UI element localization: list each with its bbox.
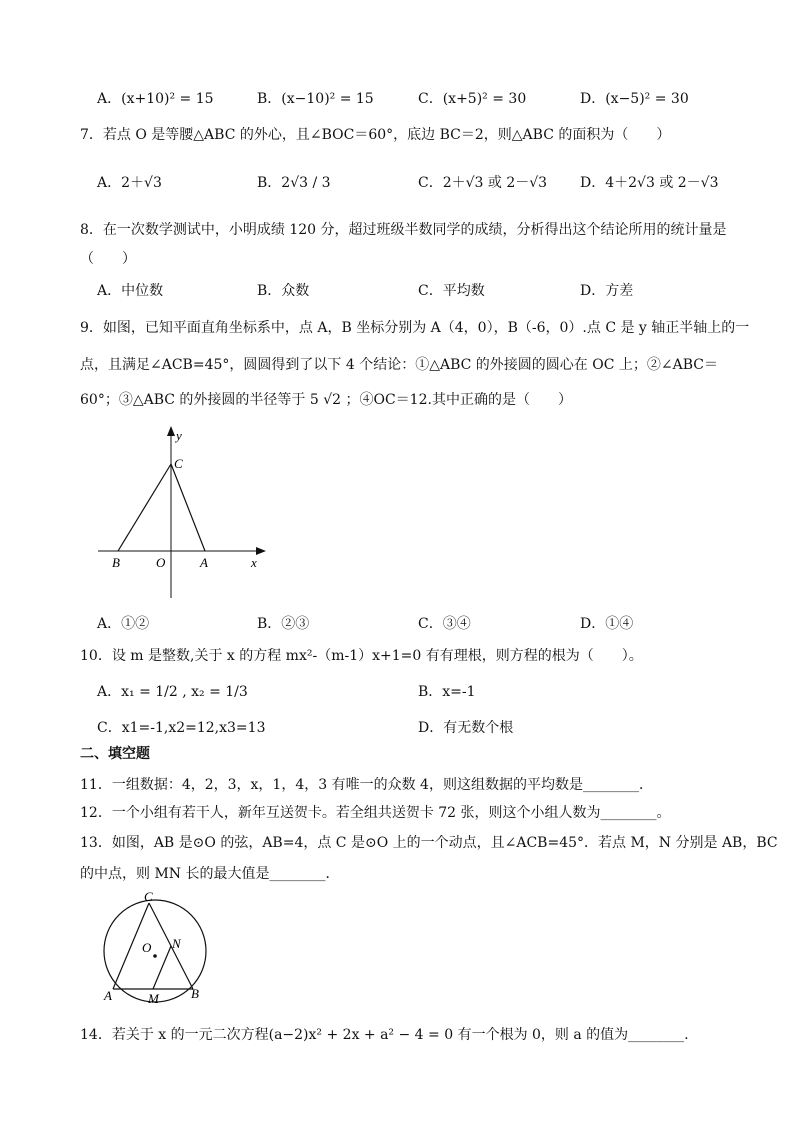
q6-option-d: D．(x−5)² = 30 — [580, 91, 689, 107]
q9-y-axis-arrow — [167, 426, 175, 436]
q13-stem-line1: 13．如图，AB 是⊙O 的弦，AB=4，点 C 是⊙O 上的一个动点，且∠ACB=45°．若点 M，N 分别是 AB，BC — [80, 835, 778, 851]
q10-option-c: C．x1=-1,x2=12,x3=13 — [97, 720, 266, 736]
q13-label-c: C — [144, 889, 153, 904]
q13-segment-mn — [153, 946, 171, 989]
q9-x-axis-arrow — [256, 547, 266, 555]
q13-label-a: A — [104, 988, 112, 1003]
q12-stem: 12．一个小组有若干人，新年互送贺卡。若全组共送贺卡 72 张，则这个小组人数为________。 — [80, 805, 671, 821]
q10-option-a: A．x₁ = 1/2 , x₂ = 1/3 — [97, 684, 248, 700]
q14-stem: 14．若关于 x 的一元二次方程(a−2)x² + 2x + a² − 4 = 0 有一个根为 0，则 a 的值为________. — [80, 1027, 689, 1043]
q9-label-y: y — [176, 428, 182, 443]
q7-option-c: C．2＋√3 或 2－√3 — [418, 175, 548, 191]
q10-option-b: B．x=-1 — [418, 684, 476, 700]
q9-stem-line2: 点，且满足∠ACB=45°，圆圆得到了以下 4 个结论：①△ABC 的外接圆的圆心在 OC 上；②∠ABC＝ — [80, 357, 718, 373]
q9-label-o: O — [156, 555, 166, 570]
q11-stem: 11．一组数据：4，2，3，x，1，4，3 有唯一的众数 4，则这组数据的平均数是________． — [80, 777, 653, 793]
q8-stem-line2: （ ） — [80, 251, 136, 267]
q9-option-c: C．③④ — [418, 616, 471, 632]
q6-option-c: C．(x+5)² = 30 — [418, 91, 527, 107]
q8-option-a: A．中位数 — [97, 283, 164, 299]
q7-option-d: D．4＋2√3 或 2－√3 — [580, 175, 719, 191]
q8-stem-line1: 8．在一次数学测试中，小明成绩 120 分，超过班级半数同学的成绩，分析得出这个结论所用的统计量是 — [80, 222, 727, 238]
q7-option-a: A．2＋√3 — [97, 175, 162, 191]
q9-stem-line1: 9．如图，已知平面直角坐标系中，点 A，B 坐标分别为 A（4，0），B（-6，0）.点 C 是 y 轴正半轴上的一 — [80, 320, 750, 336]
q9-option-d: D．①④ — [580, 616, 634, 632]
section-title-fill-in: 二、填空题 — [80, 746, 150, 762]
q10-stem: 10．设 m 是整数,关于 x 的方程 mx²-（m-1）x+1=0 有有理根，则方程的根为（ ）。 — [80, 648, 643, 664]
q9-option-a: A．①② — [97, 616, 150, 632]
q13-circle-figure — [96, 888, 226, 1013]
q9-stem-line3: 60°；③△ABC 的外接圆的半径等于 5 √2 ；④OC＝12.其中正确的是（ ） — [80, 392, 572, 408]
q13-label-n: N — [172, 936, 181, 951]
q13-label-o: O — [142, 940, 152, 955]
q8-option-d: D．方差 — [580, 283, 634, 299]
q13-label-b: B — [191, 986, 199, 1001]
q10-option-d: D．有无数个根 — [418, 720, 514, 736]
q13-label-m: M — [148, 991, 159, 1006]
q7-stem: 7．若点 O 是等腰△ABC 的外心，且∠BOC＝60°，底边 BC＝2，则△ABC 的面积为（ ） — [80, 127, 671, 143]
q9-side-bc — [118, 464, 171, 551]
q9-coordinate-figure — [90, 420, 280, 600]
q8-option-b: B．众数 — [257, 283, 310, 299]
q13-stem-line2: 的中点，则 MN 长的最大值是________． — [80, 866, 340, 882]
q9-side-ca — [171, 464, 205, 551]
q9-label-c: C — [174, 456, 183, 471]
q9-label-a: A — [200, 555, 208, 570]
q9-label-x: x — [251, 555, 257, 570]
q6-option-b: B．(x−10)² = 15 — [257, 91, 374, 107]
q13-center-dot — [153, 954, 157, 958]
q7-option-b: B．2√3 / 3 — [257, 175, 331, 191]
q9-option-b: B．②③ — [257, 616, 310, 632]
q9-label-b: B — [112, 555, 120, 570]
q8-option-c: C．平均数 — [418, 283, 485, 299]
q6-option-a: A．(x+10)² = 15 — [97, 91, 214, 107]
